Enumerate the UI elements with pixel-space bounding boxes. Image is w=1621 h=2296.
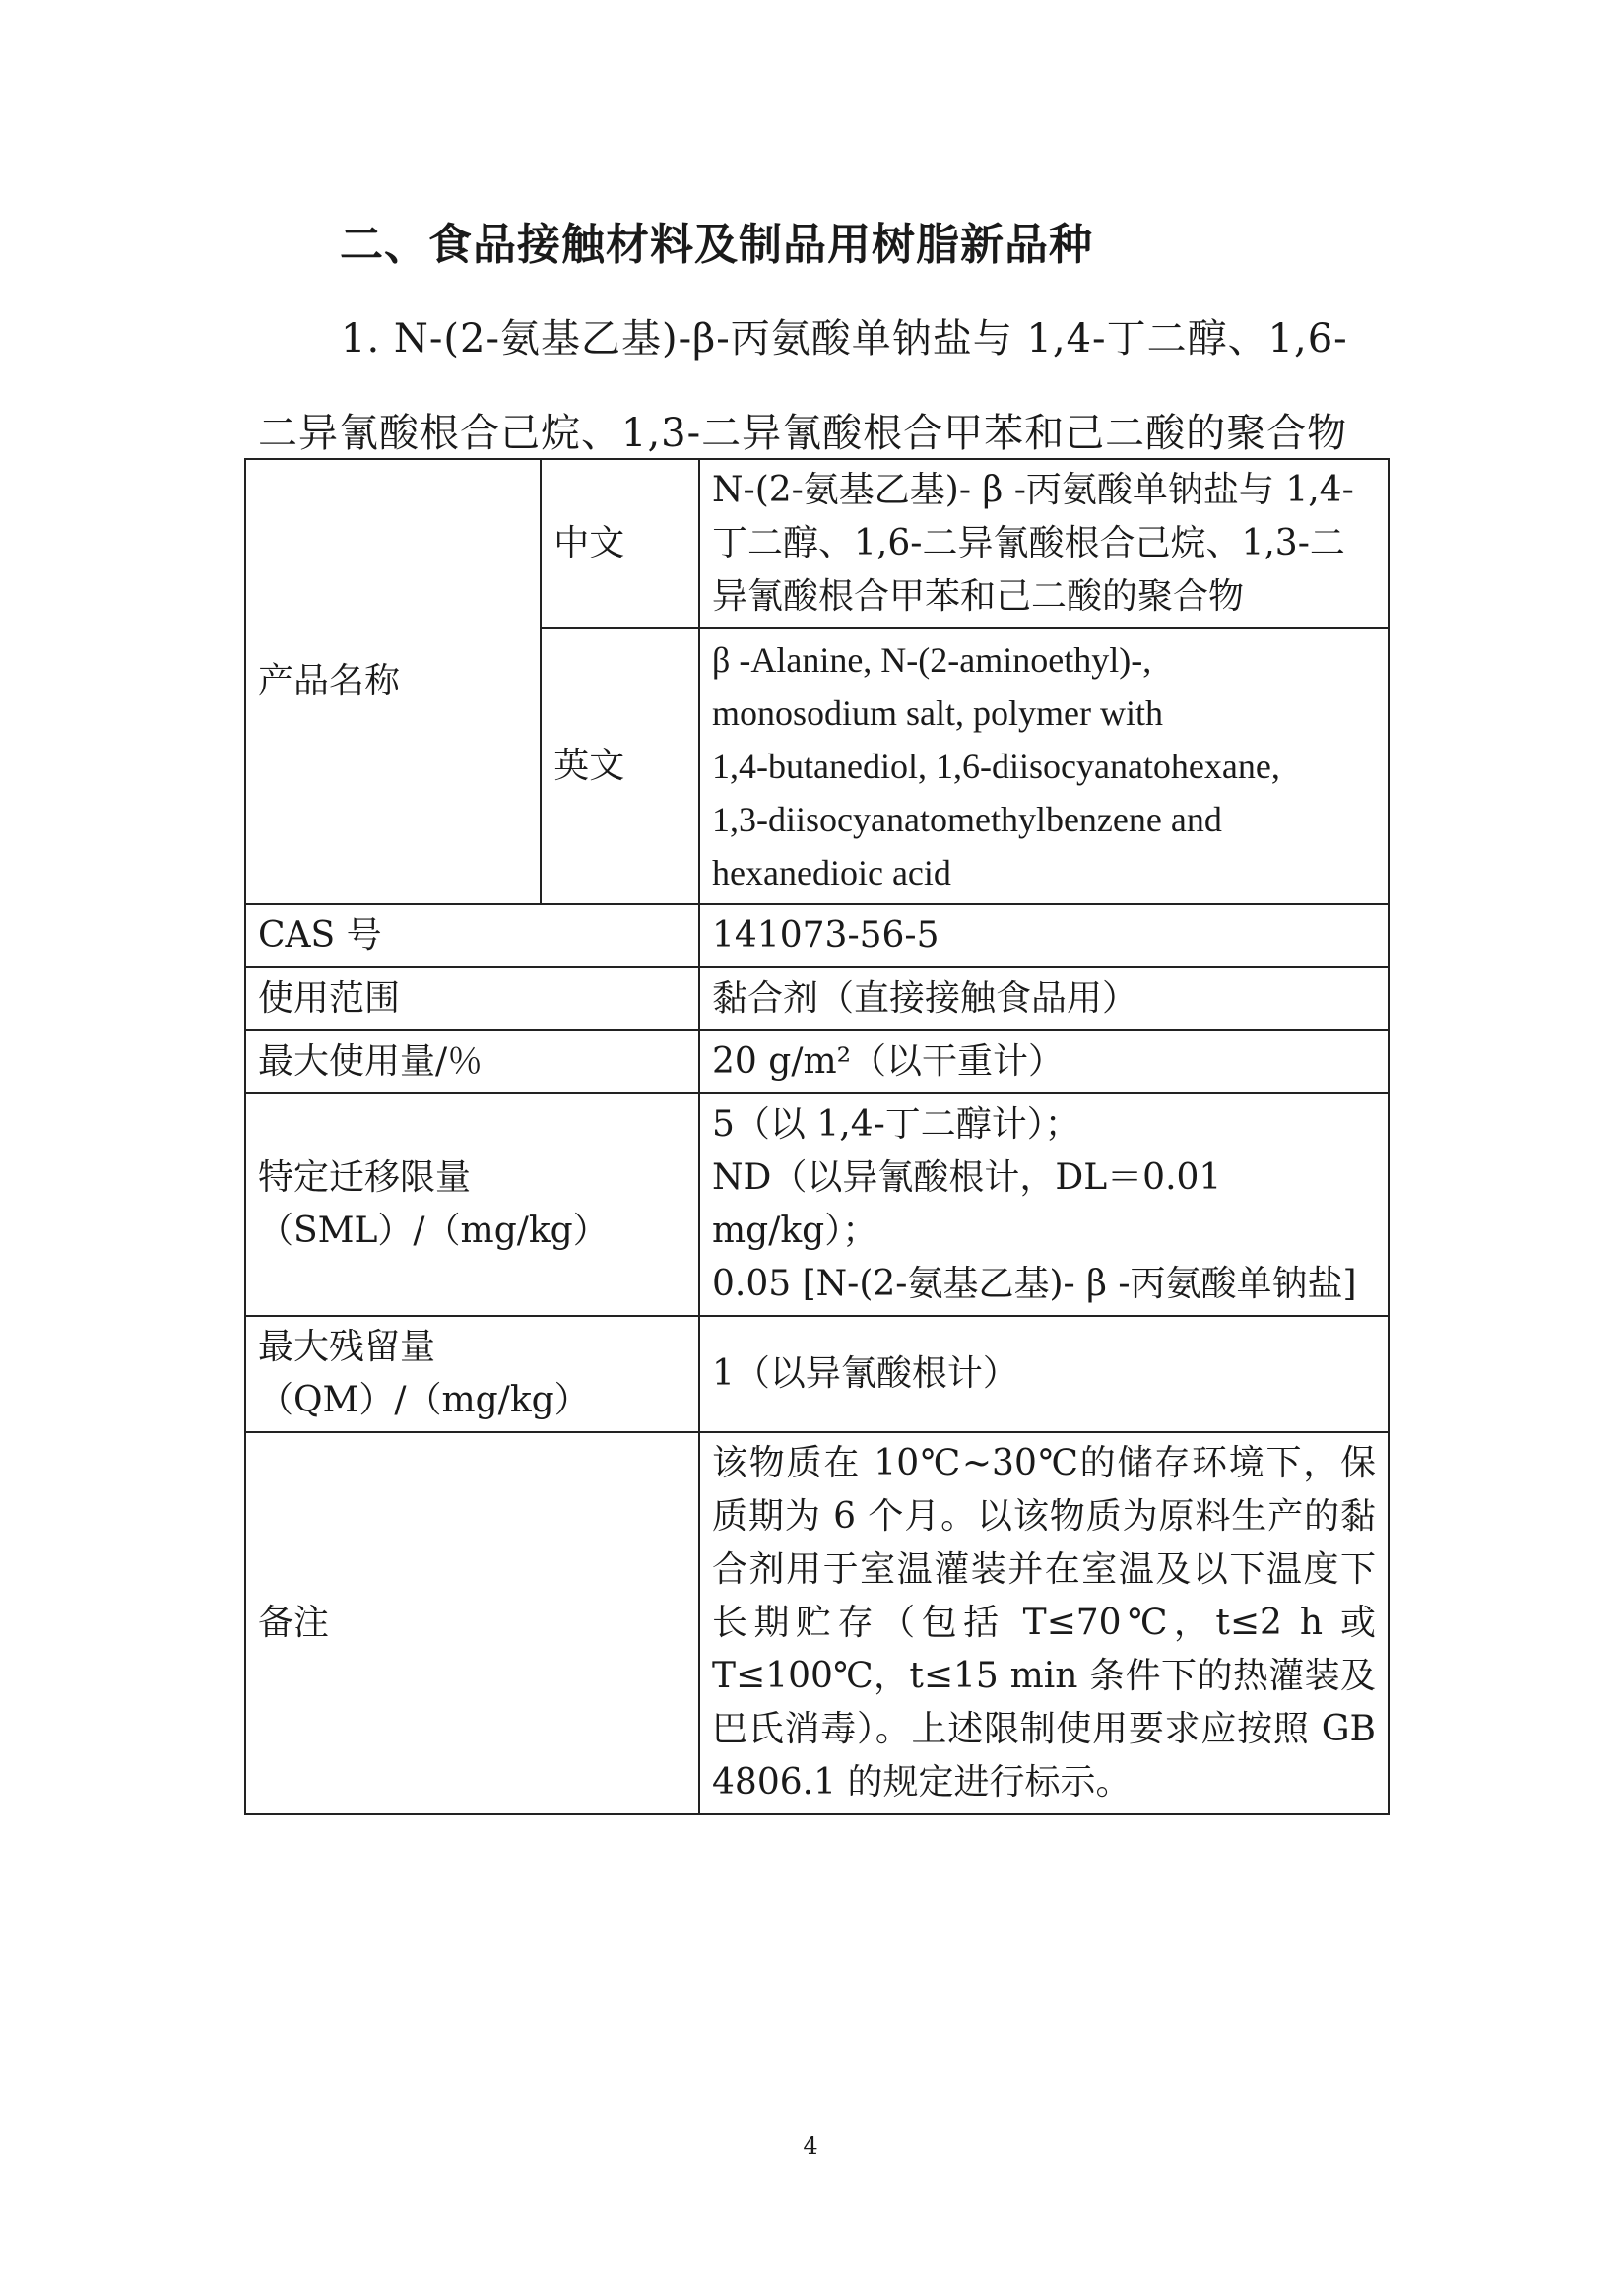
item-title-text: 1. N-(2-氨基乙基)-β-丙氨酸单钠盐与 1,4-丁二醇、1,6-二异氰酸根合己烷、1,3-二异氰酸根合甲苯和己二酸的聚合物 bbox=[258, 316, 1348, 456]
max-use-value: 20 g/m²（以干重计） bbox=[699, 1030, 1389, 1093]
remark-label: 备注 bbox=[245, 1432, 699, 1814]
scope-value: 黏合剂（直接接触食品用） bbox=[699, 967, 1389, 1030]
sml-value-line: ND（以异氰酸根计，DL＝0.01 mg/kg）； bbox=[712, 1157, 1222, 1251]
specification-table bbox=[244, 458, 1390, 1815]
product-name-label: 产品名称 bbox=[245, 459, 541, 904]
chinese-label: 中文 bbox=[541, 459, 699, 628]
cas-value: 141073-56-5 bbox=[699, 904, 1389, 967]
remark-value: 该物质在 10℃~30℃的储存环境下，保质期为 6 个月。以该物质为原料生产的黏合剂用于室温灌装并在室温及以下温度下长期贮存（包括 T≤70℃，t≤2 h 或 T≤100℃，t≤15 min 条件下的热灌装及巴氏消毒）。上述限制使用要求应按照 GB 4806.1 的规定进行标示。 bbox=[699, 1432, 1389, 1814]
scope-label: 使用范围 bbox=[245, 967, 699, 1030]
table-row bbox=[245, 904, 1389, 967]
section-heading: 二、食品接触材料及制品用树脂新品种 bbox=[340, 220, 1093, 270]
sml-label-line: （SML）/（mg/kg） bbox=[258, 1211, 609, 1251]
qm-label bbox=[245, 1316, 699, 1432]
english-label: 英文 bbox=[541, 628, 699, 904]
sml-value bbox=[699, 1093, 1389, 1316]
table-row bbox=[245, 1030, 1389, 1093]
max-use-label: 最大使用量/％ bbox=[245, 1030, 699, 1093]
item-title bbox=[258, 292, 1371, 481]
sml-label-line: 特定迁移限量 bbox=[258, 1157, 472, 1198]
table-row bbox=[245, 1093, 1389, 1316]
english-name-line: hexanedioic acid bbox=[712, 853, 951, 892]
english-name-line: 1,4-butanediol, 1,6-diisocyanatohexane, bbox=[712, 747, 1280, 786]
table-row bbox=[245, 1432, 1389, 1814]
qm-label-line: 最大残留量 bbox=[258, 1327, 436, 1367]
qm-label-line: （QM）/（mg/kg） bbox=[258, 1380, 590, 1420]
cas-label: CAS 号 bbox=[245, 904, 699, 967]
sml-label bbox=[245, 1093, 699, 1316]
english-name-line: 1,3-diisocyanatomethylbenzene and bbox=[712, 800, 1222, 839]
english-name-line: β -Alanine, N-(2-aminoethyl)-, bbox=[712, 640, 1152, 680]
table-row bbox=[245, 967, 1389, 1030]
english-name bbox=[699, 628, 1389, 904]
sml-value-line: 5（以 1,4-丁二醇计）； bbox=[712, 1104, 1080, 1145]
table-row bbox=[245, 459, 1389, 628]
table-row bbox=[245, 1316, 1389, 1432]
english-name-line: monosodium salt, polymer with bbox=[712, 693, 1164, 733]
page-number: 4 bbox=[803, 2132, 818, 2160]
qm-value: 1（以异氰酸根计） bbox=[699, 1316, 1389, 1432]
sml-value-line: 0.05 [N-(2-氨基乙基)- β -丙氨酸单钠盐] bbox=[712, 1264, 1357, 1304]
chinese-name: N-(2-氨基乙基)- β -丙氨酸单钠盐与 1,4-丁二醇、1,6-二异氰酸根合己烷、1,3-二异氰酸根合甲苯和己二酸的聚合物 bbox=[699, 459, 1389, 628]
